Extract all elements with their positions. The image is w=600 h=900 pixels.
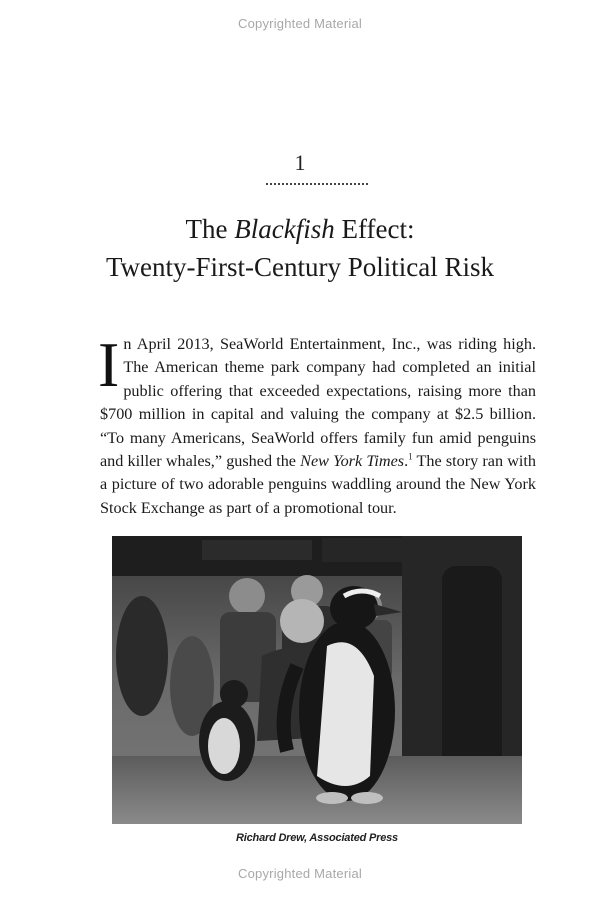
newspaper-name: New York Times (300, 452, 405, 471)
chapter-ornament-rule (266, 183, 368, 185)
chapter-title-suffix: Effect: (334, 214, 415, 244)
chapter-title-italic: Blackfish (234, 214, 335, 244)
chapter-number: 1 (294, 150, 306, 175)
chapter-opening-paragraph (98, 329, 536, 520)
paragraph-period: . (404, 452, 409, 471)
penguins-photo-illustration (112, 536, 522, 824)
footnote-marker: 1 (408, 451, 413, 462)
copyright-watermark-top: Copyrighted Material (238, 16, 362, 31)
chapter-title-line-1 (0, 210, 600, 248)
photo-credit-caption: Richard Drew, Associated Press (236, 832, 398, 844)
penguins-photo (112, 536, 522, 824)
drop-cap: I (98, 329, 120, 400)
chapter-title-prefix: The (185, 214, 235, 244)
paragraph-text-part-1: n April 2013, SeaWorld Entertainment, Inc., was riding high. The American theme park company had completed an initial public offering that exceeded expectations, raising more than $700 million in capital and valuing the company at $2.5 billion. “To many Americans, SeaWorld offers family fun amid penguins and killer whales,” gushed the (100, 335, 536, 471)
copyright-watermark-bottom: Copyrighted Material (238, 866, 362, 881)
paragraph-text-part-2: The story ran with a picture of two adorable penguins waddling around the New York Stock Exchange as part of a promotional tour. (100, 452, 536, 517)
chapter-title-line-2: Twenty-First-Century Political Risk (105, 252, 495, 282)
chapter-title (0, 210, 600, 286)
